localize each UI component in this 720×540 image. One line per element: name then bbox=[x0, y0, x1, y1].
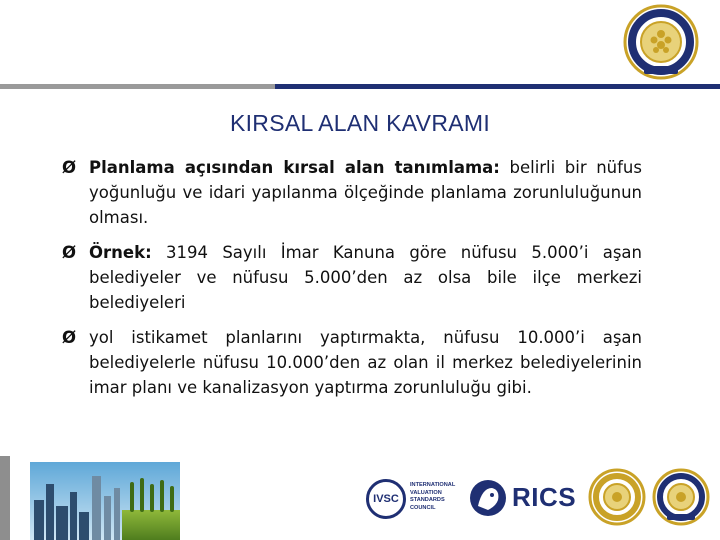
bullet-text: belirli bir nüfus yoğunluğu ve idari yapılanma ölçeğinde planlama zorunluluğunun olması. bbox=[89, 158, 642, 227]
bullet-item bbox=[62, 155, 642, 230]
rics-lion-icon bbox=[468, 476, 508, 524]
bullet-arrow-icon: Ø bbox=[62, 158, 77, 177]
rics-logo bbox=[468, 474, 580, 526]
slide-content bbox=[62, 155, 642, 410]
header-rule-blue bbox=[275, 84, 720, 89]
ivsc-logo bbox=[366, 476, 460, 524]
footer-photo-strip bbox=[30, 462, 180, 540]
bullet-text: 3194 Sayılı İmar Kanuna göre nüfusu 5.000’i aşan belediyeler ve nüfusu 5.000’den az olsa bile ilçe merkezi belediyeleri bbox=[89, 243, 642, 312]
bullet-label: Örnek: bbox=[89, 243, 152, 262]
footer-grey-bar bbox=[0, 456, 10, 540]
footer-seal-right bbox=[652, 468, 710, 526]
ivsc-mark: IVSC bbox=[366, 479, 406, 519]
bullet-label: Planlama açısından kırsal alan tanımlama: bbox=[89, 158, 500, 177]
ankara-university-logo bbox=[622, 4, 700, 80]
slide-title: KIRSAL ALAN KAVRAMI bbox=[229, 110, 491, 136]
bullet-arrow-icon: Ø bbox=[62, 243, 77, 262]
header-rule-grey bbox=[0, 84, 275, 89]
bullet-arrow-icon: Ø bbox=[62, 328, 77, 347]
bullet-item bbox=[62, 325, 642, 400]
footer bbox=[0, 456, 720, 540]
rics-wordmark: RICS bbox=[512, 482, 577, 512]
footer-seal-left bbox=[588, 468, 646, 526]
bullet-item bbox=[62, 240, 642, 315]
ivsc-caption: INTERNATIONAL VALUATION STANDARDS COUNCIL bbox=[410, 482, 456, 511]
bullet-text: yol istikamet planlarını yaptırmakta, nüfusu 10.000’i aşan belediyelerle nüfusu 10.000’den az olan il merkez belediyelerinin imar planı ve kanalizasyon yaptırma zorunluluğu gibi. bbox=[89, 328, 642, 397]
